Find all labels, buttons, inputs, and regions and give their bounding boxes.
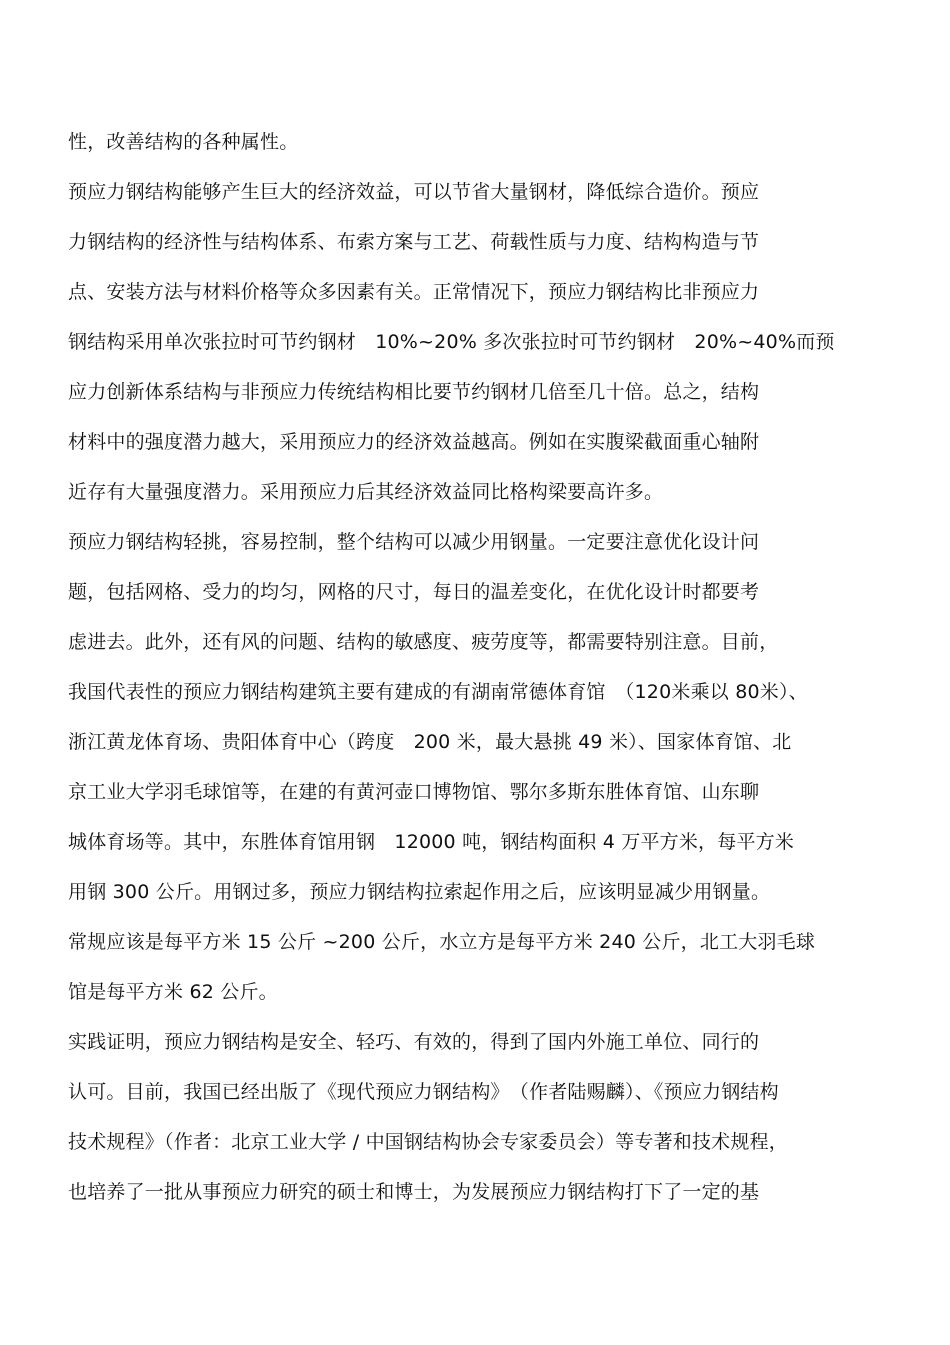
text-line: 浙江黄龙体育场、贵阳体育中心（跨度 200 米，最大悬挑 49 米）、国家体育馆、北 xyxy=(68,731,792,753)
text-line: 用钢 300 公斤。用钢过多，预应力钢结构拉索起作用之后，应该明显减少用钢量。 xyxy=(68,881,771,903)
text-line: 预应力钢结构能够产生巨大的经济效益，可以节省大量钢材，降低综合造价。预应 xyxy=(68,181,760,203)
text-line: 实践证明，预应力钢结构是安全、轻巧、有效的，得到了国内外施工单位、同行的 xyxy=(68,1031,760,1053)
text-line: 认可。目前，我国已经出版了《现代预应力钢结构》 （作者陆赐麟）、《预应力钢结构 xyxy=(68,1081,779,1103)
text-line: 也培养了一批从事预应力研究的硕士和博士，为发展预应力钢结构打下了一定的基 xyxy=(68,1181,760,1203)
text-line: 钢结构采用单次张拉时可节约钢材 10%~20% 多次张拉时可节约钢材 20%~40%而预 xyxy=(68,331,835,353)
text-line: 馆是每平方米 62 公斤。 xyxy=(68,981,278,1003)
text-line: 应力创新体系结构与非预应力传统结构相比要节约钢材几倍至几十倍。总之，结构 xyxy=(68,381,760,403)
text-line: 城体育场等。其中，东胜体育馆用钢 12000 吨，钢结构面积 4 万平方米，每平方米 xyxy=(68,831,795,853)
text-line: 题，包括网格、受力的均匀，网格的尺寸，每日的温差变化，在优化设计时都要考 xyxy=(68,581,760,603)
text-line: 常规应该是每平方米 15 公斤 ~200 公斤，水立方是每平方米 240 公斤，北工大羽毛球 xyxy=(68,931,816,953)
text-line: 京工业大学羽毛球馆等，在建的有黄河壶口博物馆、鄂尔多斯东胜体育馆、山东聊 xyxy=(68,781,760,803)
text-line: 性，改善结构的各种属性。 xyxy=(68,131,299,153)
text-line: 材料中的强度潜力越大，采用预应力的经济效益越高。例如在实腹梁截面重心轴附 xyxy=(68,431,760,453)
text-line: 技术规程》（作者：北京工业大学 / 中国钢结构协会专家委员会）等专著和技术规程， xyxy=(68,1131,788,1153)
text-line: 预应力钢结构轻挑，容易控制，整个结构可以减少用钢量。一定要注意优化设计问 xyxy=(68,531,760,553)
text-line: 我国代表性的预应力钢结构建筑主要有建成的有湖南常德体育馆 （120米乘以 80米）、 xyxy=(68,681,808,703)
text-line: 点、安装方法与材料价格等众多因素有关。正常情况下，预应力钢结构比非预应力 xyxy=(68,281,760,303)
text-line: 近存有大量强度潜力。采用预应力后其经济效益同比格构梁要高许多。 xyxy=(68,481,664,503)
text-line: 虑进去。此外，还有风的问题、结构的敏感度、疲劳度等，都需要特别注意。目前， xyxy=(68,631,779,653)
text-line: 力钢结构的经济性与结构体系、布索方案与工艺、荷载性质与力度、结构构造与节 xyxy=(68,231,760,253)
